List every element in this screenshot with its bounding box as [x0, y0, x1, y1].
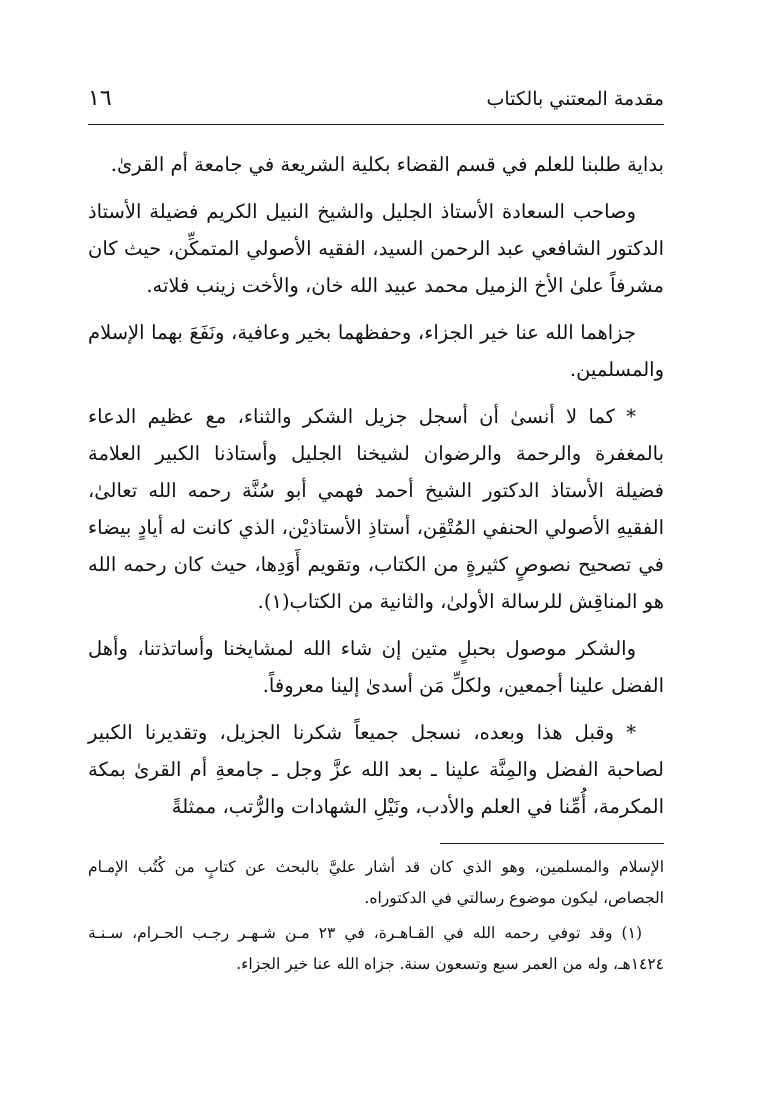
footnote-separator [440, 843, 664, 844]
paragraph: * كما لا أنسىٰ أن أسجل جزيل الشكر والثناء، مع عظيم الدعاء بالمغفرة والرحمة والرضوان لشيخنا الجليل وأستاذنا الكبير العلامة فضيلة الأستاذ الدكتور الشيخ أحمد فهمي أبو سُنَّة رحمه الله تعالىٰ، الفقيهِ الأصولي الحنفي المُتْقِن، أستاذِ الأستاذيْن، الذي كانت له أيادٍ بيضاء في تصحيح نصوصٍ كثيرةٍ من الكتاب، وتقويم أَوَدِها، حيث كان رحمه الله هو المناقِش للرسالة الأولىٰ، والثانية من الكتاب(١). [88, 405, 664, 613]
paragraph: وصاحب السعادة الأستاذ الجليل والشيخ النبيل الكريم فضيلة الأستاذ الدكتور الشافعي عبد الرحمن السيد، الفقيه الأصولي المتمكِّن، حيث كان مشرفاً علىٰ الأخ الزميل محمد عبيد الله خان، والأخت زينب فلاته. [88, 200, 664, 297]
paragraph: * وقبل هذا وبعده، نسجل جميعاً شكرنا الجزيل، وتقديرنا الكبير لصاحبة الفضل والمِنَّة علينا ـ بعد الله عزَّ وجل ـ جامعةِ أم القرىٰ بمكة المكرمة، أُمِّنا في العلم والأدب، ونَيْلِ الشهادات والرُّتب، ممثلةً [88, 721, 664, 818]
footnote: (١) وقد توفي رحمه الله في القـاهـرة، في ٢٣ مـن شـهـر رجـب الحـرام، سـنـة ١٤٢٤هـ، وله من العمر سبع وتسعون سنة. جزاه الله عنا خير الجزاء. [88, 924, 664, 973]
page-header [88, 84, 664, 125]
footnote-continuation: الإسلام والمسلمين، وهو الذي كان قد أشار عليَّ بالبحث عن كتابٍ من كُتُب الإمـام الجصاص، ليكون موضوع رسالتي في الدكتوراه. [88, 858, 664, 907]
paragraph: بداية طلبنا للعلم في قسم القضاء بكلية الشريعة في جامعة أم القرىٰ. [110, 153, 664, 176]
running-title: مقدمة المعتني بالكتاب [486, 88, 664, 110]
paragraph: والشكر موصول بحبلٍ متين إن شاء الله لمشايخنا وأساتذتنا، وأهل الفضل علينا أجمعين، ولكلِّ مَن أسدىٰ إلينا معروفاً. [88, 637, 664, 697]
body-text [88, 146, 664, 835]
page-number: ١٦ [88, 86, 112, 111]
paragraph: جزاهما الله عنا خير الجزاء، وحفظهما بخير وعافية، ونَفَعَ بهما الإسلام والمسلمين. [88, 321, 664, 381]
footnotes [88, 852, 664, 984]
